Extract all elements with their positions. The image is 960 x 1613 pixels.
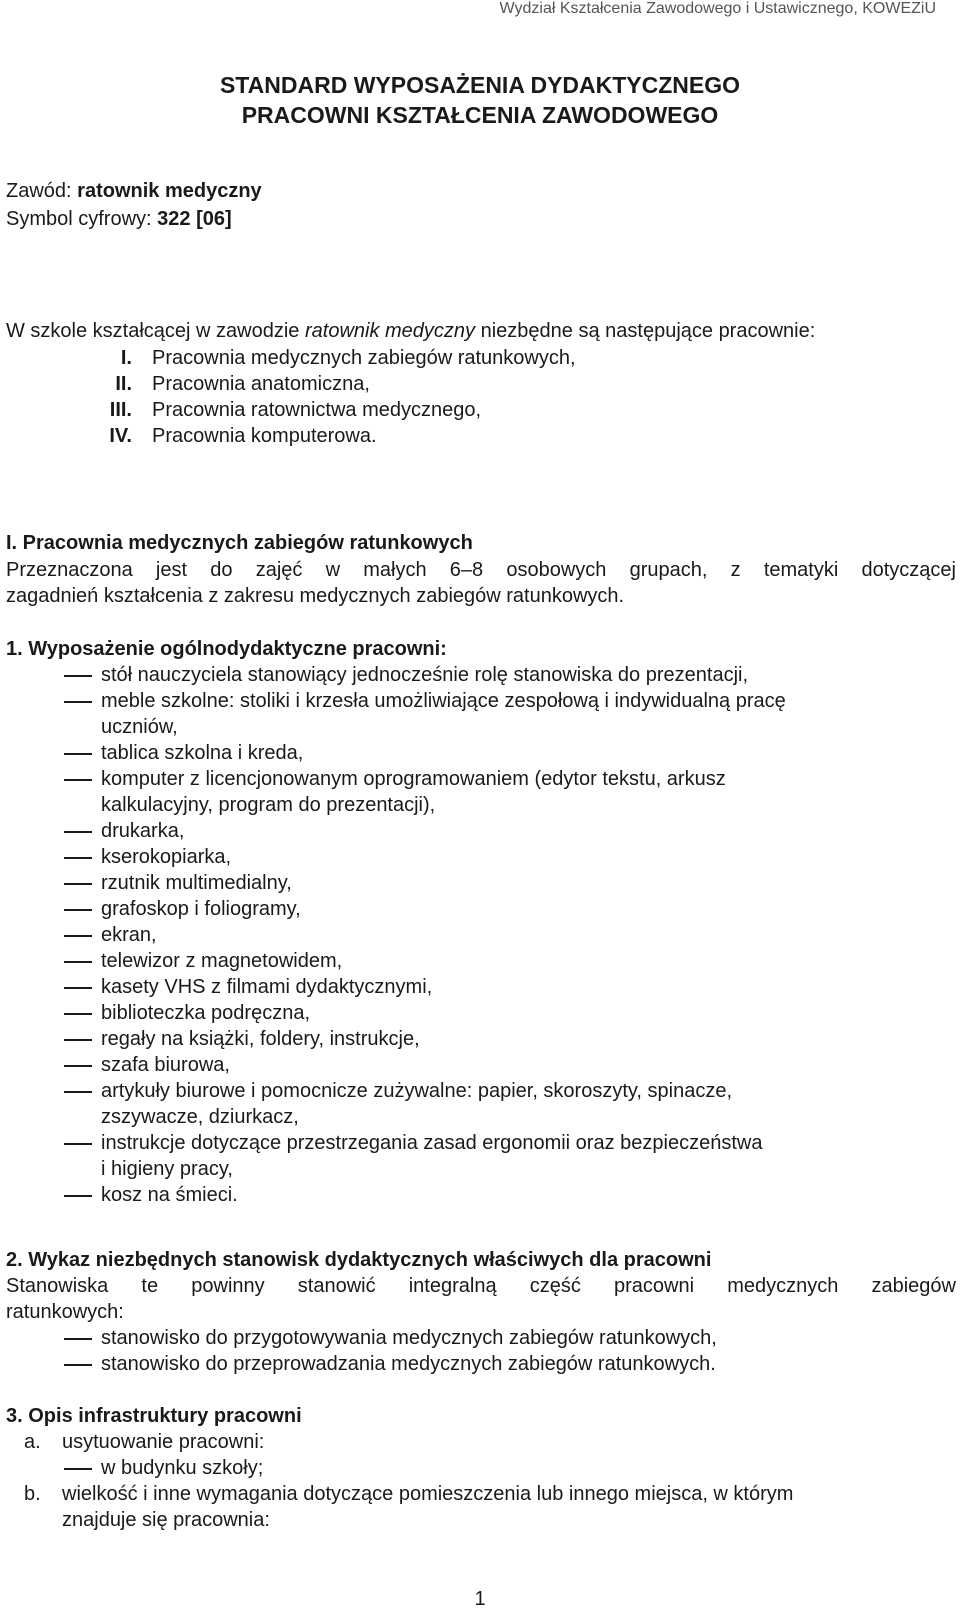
list-item: ekran, [101, 924, 157, 946]
section-1-desc-1: Przeznaczona jest do zajęć w małych 6–8 osobowych grupach, z tematyki dotyczącej [6, 559, 956, 581]
list-item: stół nauczyciela stanowiący jednocześnie rolę stanowiska do prezentacji, [101, 664, 749, 686]
running-header: Wydział Kształcenia Zawodowego i Ustawicznego, KOWEZiU [499, 0, 936, 17]
list-item-continuation: kalkulacyjny, program do prezentacji), [101, 794, 436, 816]
bullet-dash [64, 935, 92, 937]
page-number: 1 [474, 1588, 486, 1610]
lab-name: Pracownia ratownictwa medycznego, [152, 399, 482, 421]
intro-italic: ratownik medyczny [304, 320, 476, 342]
bullet-dash [64, 831, 92, 833]
lab-number: I. [120, 347, 132, 369]
bullet-dash [64, 675, 92, 677]
list-item: tablica szkolna i kreda, [101, 742, 304, 764]
bullet-dash [64, 753, 92, 755]
item-b-text-2: znajduje się pracownia: [62, 1509, 270, 1531]
bullet-dash [64, 1013, 92, 1015]
intro-line [6, 318, 815, 344]
list-item: artykuły biurowe i pomocnicze zużywalne: papier, skoroszyty, spinacze, [101, 1080, 733, 1102]
bullet-dash [64, 1468, 92, 1470]
bullet-dash [64, 1364, 92, 1366]
symbol-value: 322 [06] [157, 208, 232, 230]
bullet-dash [64, 1091, 92, 1093]
bullet-dash [64, 1065, 92, 1067]
list-item: regały na książki, foldery, instrukcje, [101, 1028, 420, 1050]
section-1-desc-2: zagadnień kształcenia z zakresu medycznych zabiegów ratunkowych. [6, 585, 625, 607]
list-item: biblioteczka podręczna, [101, 1002, 311, 1024]
bullet-dash [64, 857, 92, 859]
stations-desc-1: Stanowiska te powinny stanowić integralną część pracowni medycznych zabiegów [6, 1275, 956, 1297]
list-item: rzutnik multimedialny, [101, 872, 292, 894]
list-item: meble szkolne: stoliki i krzesła umożliwiające zespołową i indywidualną pracę [101, 690, 786, 712]
symbol-line [6, 206, 232, 232]
item-a-label: a. [24, 1431, 41, 1453]
stations-desc-2: ratunkowych: [6, 1301, 124, 1323]
lab-number: IV. [109, 425, 132, 447]
list-item: drukarka, [101, 820, 185, 842]
item-b-label: b. [24, 1483, 41, 1505]
list-item-continuation: i higieny pracy, [101, 1158, 233, 1180]
lab-name: Pracownia komputerowa. [152, 425, 377, 447]
list-item: kserokopiarka, [101, 846, 232, 868]
bullet-dash [64, 883, 92, 885]
item-a-text: usytuowanie pracowni: [62, 1431, 265, 1453]
bullet-dash [64, 987, 92, 989]
item-b-text-1: wielkość i inne wymagania dotyczące pomieszczenia lub innego miejsca, w którym [62, 1483, 794, 1505]
list-item: szafa biurowa, [101, 1054, 230, 1076]
item-a-subitem: w budynku szkoły; [101, 1457, 264, 1479]
lab-name: Pracownia medycznych zabiegów ratunkowych, [152, 347, 576, 369]
intro-after: niezbędne są następujące pracownie: [475, 320, 816, 342]
bullet-dash [64, 1195, 92, 1197]
infrastructure-heading: 3. Opis infrastruktury pracowni [6, 1405, 302, 1427]
bullet-dash [64, 1143, 92, 1145]
bullet-dash [64, 961, 92, 963]
title-line-1: STANDARD WYPOSAŻENIA DYDAKTYCZNEGO [219, 72, 741, 98]
bullet-dash [64, 1039, 92, 1041]
list-item-continuation: uczniów, [101, 716, 178, 738]
list-item: komputer z licencjonowanym oprogramowaniem (edytor tekstu, arkusz [101, 768, 726, 790]
intro-before: W szkole kształcącej w zawodzie [6, 320, 305, 342]
station-item: stanowisko do przygotowywania medycznych zabiegów ratunkowych, [101, 1327, 717, 1349]
section-1-heading: I. Pracownia medycznych zabiegów ratunkowych [6, 532, 473, 554]
list-item: telewizor z magnetowidem, [101, 950, 343, 972]
equipment-heading: 1. Wyposażenie ogólnodydaktyczne pracowni: [6, 638, 447, 660]
lab-name: Pracownia anatomiczna, [152, 373, 370, 395]
list-item: kasety VHS z filmami dydaktycznymi, [101, 976, 433, 998]
bullet-dash [64, 1338, 92, 1340]
title-line-2: PRACOWNI KSZTAŁCENIA ZAWODOWEGO [241, 102, 719, 128]
symbol-label: Symbol cyfrowy: [6, 208, 152, 230]
profession-line [6, 178, 262, 204]
list-item-continuation: zszywacze, dziurkacz, [101, 1106, 299, 1128]
bullet-dash [64, 909, 92, 911]
list-item: kosz na śmieci. [101, 1184, 238, 1206]
bullet-dash [64, 779, 92, 781]
document-title [0, 70, 960, 130]
profession-value: ratownik medyczny [77, 180, 262, 202]
list-item: instrukcje dotyczące przestrzegania zasad ergonomii oraz bezpieczeństwa [101, 1132, 763, 1154]
list-item: grafoskop i foliogramy, [101, 898, 301, 920]
lab-number: III. [109, 399, 132, 421]
station-item: stanowisko do przeprowadzania medycznych zabiegów ratunkowych. [101, 1353, 716, 1375]
lab-number: II. [115, 373, 132, 395]
profession-label: Zawód: [6, 180, 72, 202]
stations-heading: 2. Wykaz niezbędnych stanowisk dydaktycznych właściwych dla pracowni [6, 1249, 712, 1271]
bullet-dash [64, 701, 92, 703]
